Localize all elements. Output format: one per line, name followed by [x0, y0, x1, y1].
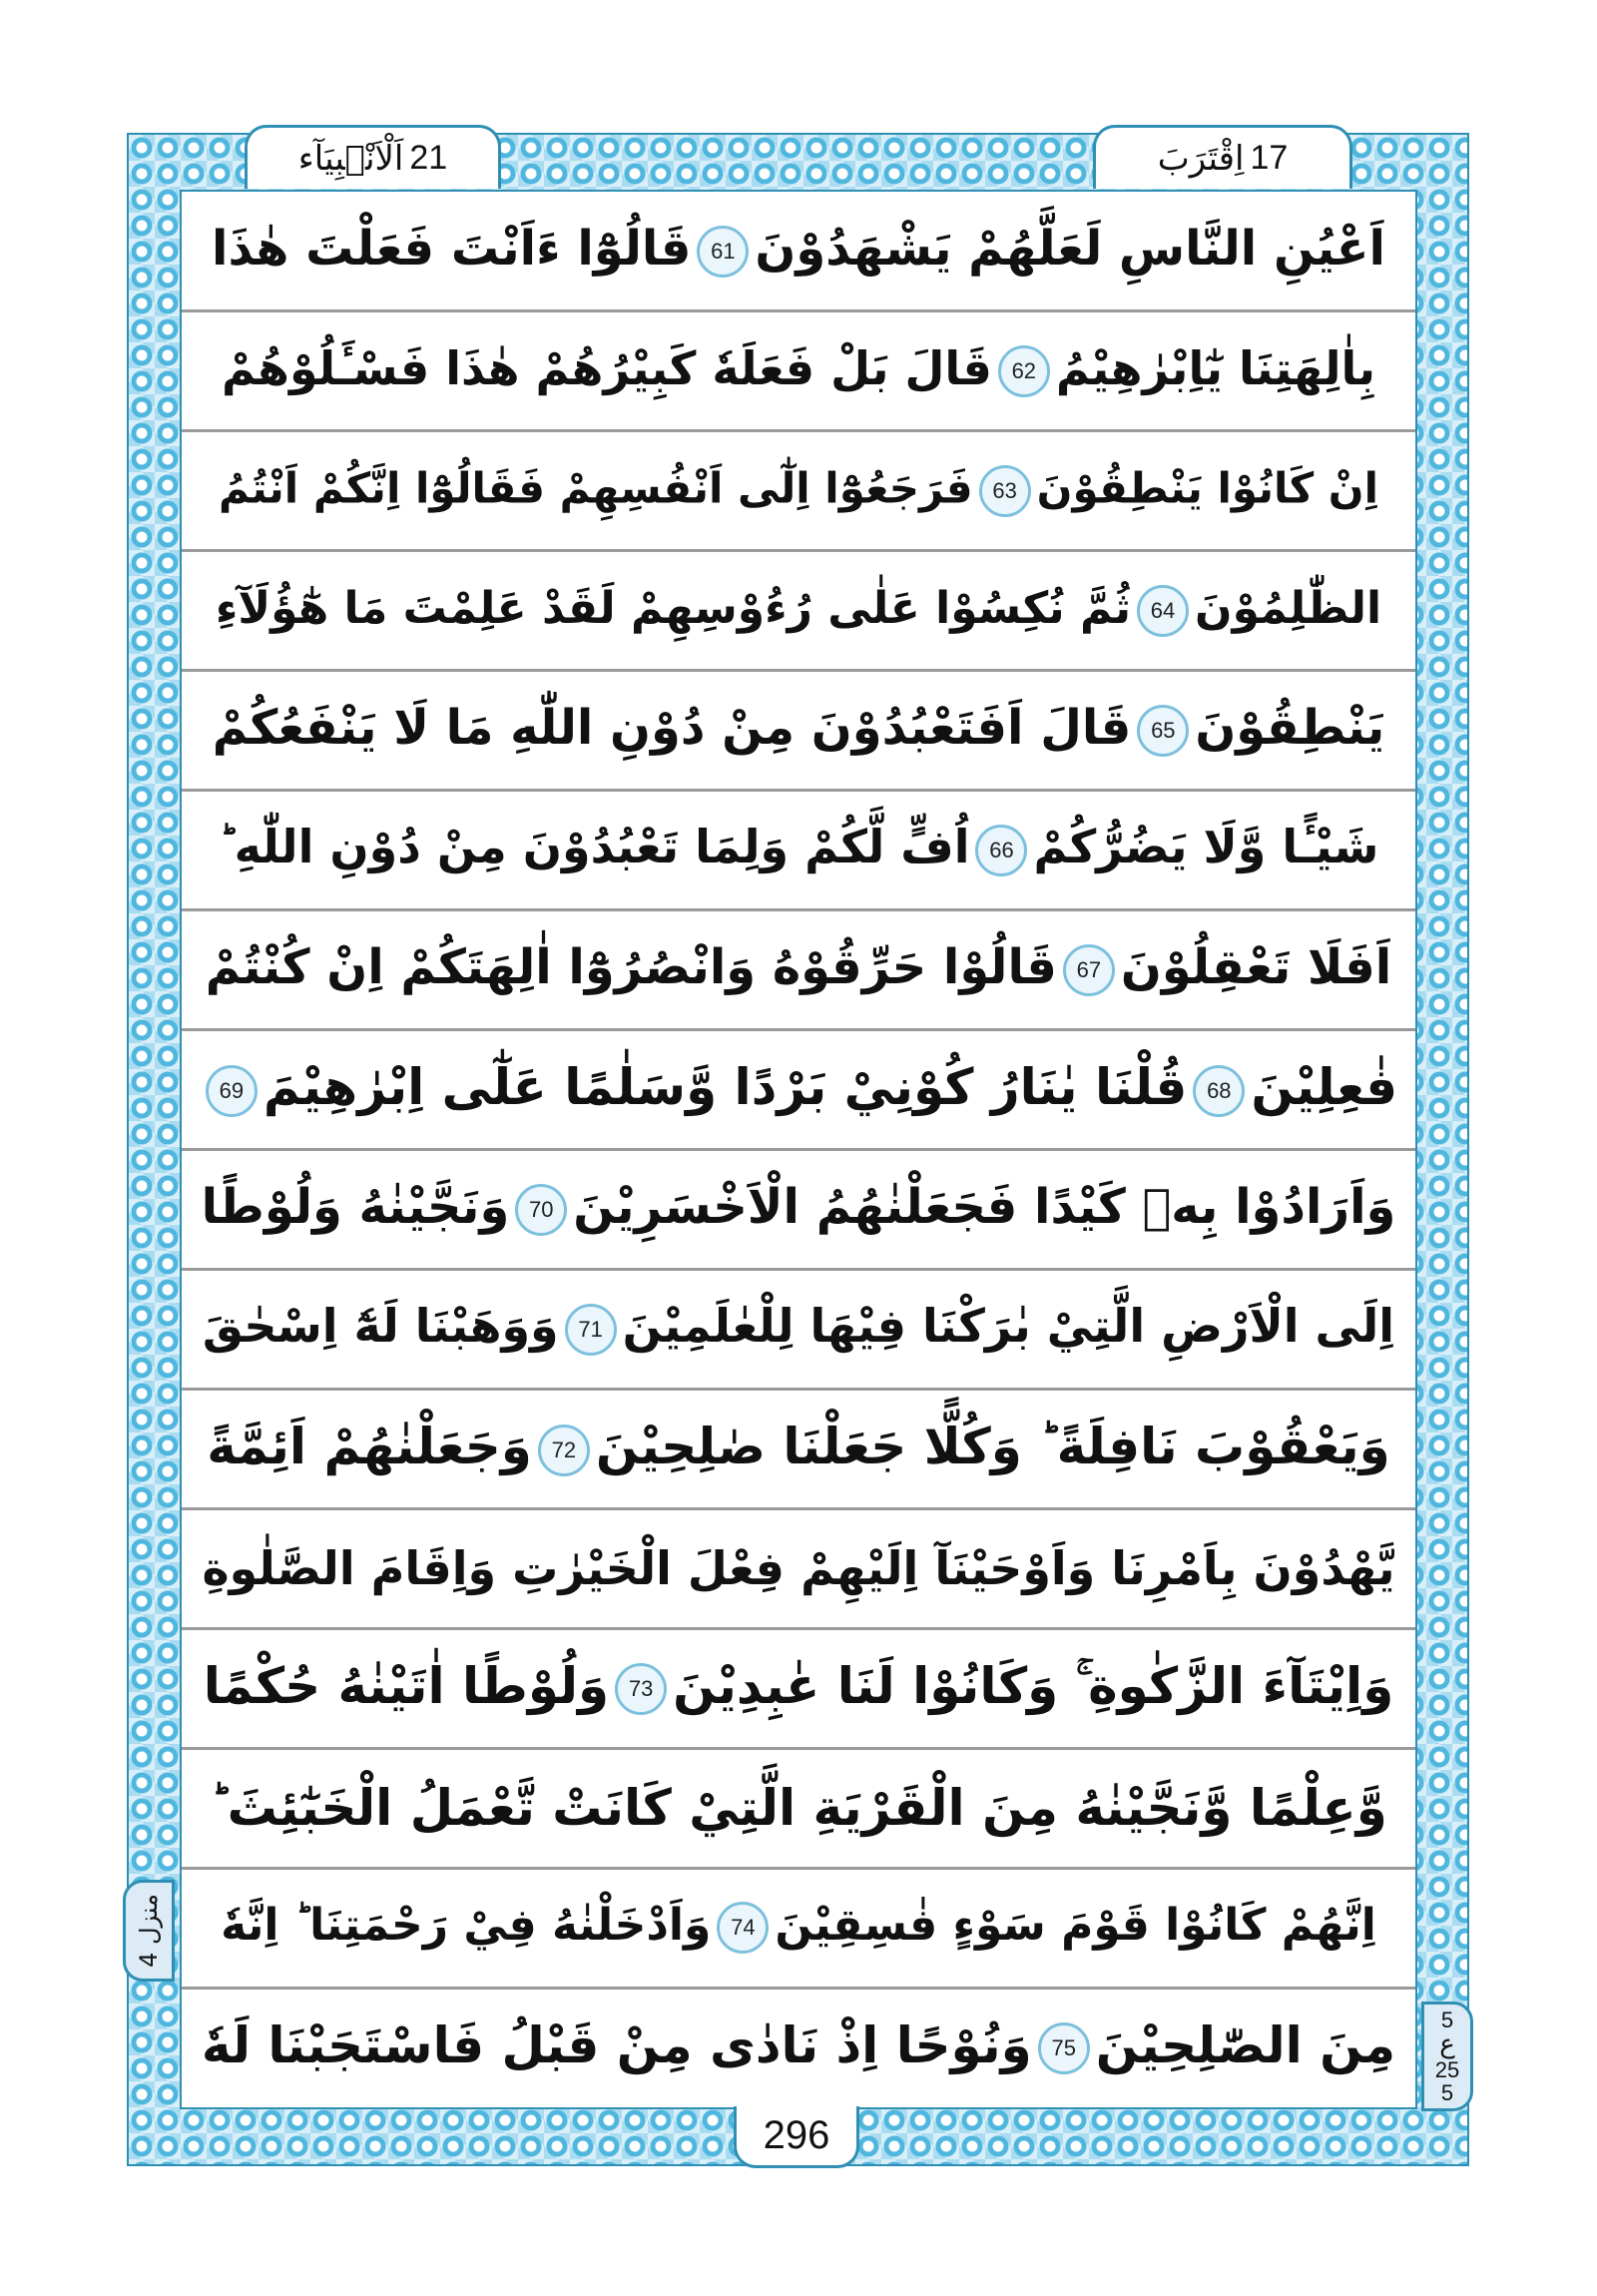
para-name: اِقْتَرَبَ: [1157, 138, 1245, 179]
verse-segment: وَيَعْقُوْبَ نَافِلَةً ؕ وَكُلًّا جَعَلْنَا صٰلِحِيْنَ: [595, 1418, 1390, 1476]
line-separator: [182, 1028, 1415, 1031]
verse-text: [203, 1656, 1394, 1716]
ruku-symbol: ع: [1439, 2028, 1455, 2059]
ayah-number-marker: 71: [565, 1304, 617, 1356]
line-separator: [182, 1507, 1415, 1510]
verse-line: [182, 1150, 1415, 1270]
verse-line: [182, 1030, 1415, 1150]
ruku-top: 5: [1440, 2007, 1454, 2032]
page-number: 296: [763, 2113, 830, 2157]
verse-line: [182, 431, 1415, 551]
ayah-number-marker: 66: [975, 825, 1027, 876]
verse-line: [182, 1988, 1415, 2107]
verse-segment: اِنْ كَانُوْا يَنْطِقُوْنَ: [1036, 463, 1379, 513]
para-header: [1093, 125, 1352, 189]
line-separator: [182, 1867, 1415, 1870]
line-separator: [182, 1747, 1415, 1750]
ruku-marker: [1421, 2002, 1473, 2111]
verse-segment: وَوَهَبْنَا لَهٗٓ اِسْحٰقَ: [202, 1299, 559, 1354]
verse-line: [182, 1868, 1415, 1988]
verse-text: [221, 1902, 1376, 1954]
verse-segment: قَالَ اَفَتَعْبُدُوْنَ مِنْ دُوْنِ اللّٰهِ مَا لَا يَنْفَعُكُمْ: [212, 700, 1132, 757]
ayah-number-marker: 72: [538, 1425, 590, 1476]
page-number-box: [734, 2106, 859, 2168]
verse-segment: يَنْطِقُوْنَ: [1195, 700, 1385, 757]
verse-area: [180, 190, 1417, 2109]
ayah-number-marker: 70: [515, 1184, 567, 1236]
verse-text: [201, 1178, 1396, 1236]
ayah-number-marker: 67: [1063, 944, 1115, 996]
ayah-number-marker: 61: [697, 226, 749, 278]
verse-segment: بِاٰلِهَتِنَا يٰٓاِبْرٰهِيْمُ: [1055, 340, 1376, 395]
verse-text: [201, 2015, 1396, 2075]
ayah-number-marker: 69: [206, 1065, 258, 1117]
verse-line: [182, 1389, 1415, 1508]
verse-segment: اَعْيُنِ النَّاسِ لَعَلَّهُمْ يَشْهَدُوْنَ: [755, 221, 1385, 278]
line-separator: [182, 789, 1415, 792]
line-separator: [182, 1627, 1415, 1630]
line-separator: [182, 1987, 1415, 1990]
verse-segment: وَجَعَلْنٰهُمْ اَئِمَّةً: [207, 1418, 532, 1476]
verse-line: [182, 1628, 1415, 1748]
verse-line: [182, 1269, 1415, 1389]
ayah-number-marker: 63: [979, 465, 1031, 517]
ayah-number-marker: 62: [998, 345, 1050, 397]
line-separator: [182, 429, 1415, 432]
verse-text: [202, 1541, 1395, 1596]
verse-segment: وَاَرَادُوْا بِهٖ كَيْدًا فَجَعَلْنٰهُمُ الْاَخْسَرِيْنَ: [573, 1178, 1396, 1235]
verse-segment: ثُمَّ نُكِسُوْا عَلٰى رُءُوْسِهِمْ لَقَدْ عَلِمْتَ مَا هٰٓؤُلَآءِ: [215, 582, 1132, 634]
verse-text: [200, 1058, 1398, 1117]
verse-segment: اِنَّهُمْ كَانُوْا قَوْمَ سَوْءٍ فٰسِقِيْنَ: [775, 1900, 1376, 1952]
verse-segment: مِنَ الصّٰلِحِيْنَ: [1095, 2015, 1396, 2074]
ruku-bottom: 5: [1440, 2080, 1454, 2106]
ayah-number-marker: 73: [615, 1663, 667, 1715]
line-separator: [182, 549, 1415, 552]
verse-segment: قَالُوْٓا ءَاَنْتَ فَعَلْتَ هٰذَا: [212, 221, 692, 278]
verse-segment: اِلَى الْاَرْضِ الَّتِيْ بٰرَكْنَا فِيْهَا لِلْعٰلَمِيْنَ: [622, 1299, 1395, 1354]
verse-segment: قَالَ بَلْ فَعَلَهٗ كَبِيْرُهُمْ هٰذَا فَسْـَٔلُوْهُمْ: [221, 340, 992, 395]
verse-segment: فٰعِلِيْنَ: [1251, 1058, 1398, 1117]
surah-name: اَلْاَنْۢبِيَآء: [297, 138, 404, 179]
verse-segment: فَرَجَعُوْٓا اِلٰٓى اَنْفُسِهِمْ فَقَالُوْٓا اِنَّكُمْ اَنْتُمُ: [218, 463, 973, 513]
line-separator: [182, 1268, 1415, 1271]
ruku-middle: 25: [1434, 2057, 1460, 2083]
line-separator: [182, 309, 1415, 312]
ayah-number-marker: 65: [1137, 705, 1189, 757]
verse-segment: اَفَلَا تَعْقِلُوْنَ: [1120, 939, 1392, 996]
verse-text: [212, 221, 1385, 278]
verse-text: [218, 820, 1379, 876]
ayah-number-marker: 68: [1193, 1065, 1245, 1117]
verse-text: [215, 582, 1382, 637]
verse-segment: وَاِيْتَآءَ الزَّكٰوةِ ۚ وَكَانُوْا لَنَا عٰبِدِيْنَ: [673, 1656, 1394, 1715]
surah-number: 21: [409, 139, 448, 177]
verse-segment: وَنُوْحًا اِذْ نَادٰى مِنْ قَبْلُ فَاسْتَجَبْنَا لَهٗ: [201, 2015, 1032, 2074]
line-separator: [182, 1388, 1415, 1391]
verse-segment: قَالُوْا حَرِّقُوْهُ وَانْصُرُوْٓا اٰلِهَتَكُمْ اِنْ كُنْتُمْ: [205, 939, 1057, 996]
verse-text: [221, 340, 1376, 398]
verse-text: [207, 1418, 1390, 1476]
verse-segment: وَّعِلْمًا وَّنَجَّيْنٰهُ مِنَ الْقَرْيَةِ الَّتِيْ كَانَتْ تَّعْمَلُ الْخَبٰٓئِثَ ؕ: [210, 1779, 1387, 1838]
verse-segment: وَنَجَّيْنٰهُ وَلُوْطًا: [201, 1178, 510, 1235]
verse-segment: الظّٰلِمُوْنَ: [1195, 582, 1382, 634]
verse-line: [182, 1508, 1415, 1628]
verse-line: [182, 671, 1415, 791]
verse-line: [182, 192, 1415, 311]
verse-line: [182, 910, 1415, 1030]
verse-line: [182, 791, 1415, 910]
verse-text: [202, 1299, 1395, 1356]
para-number: 17: [1250, 139, 1289, 177]
ayah-number-marker: 75: [1038, 2022, 1090, 2074]
line-separator: [182, 669, 1415, 672]
verse-line: [182, 311, 1415, 431]
verse-line: [182, 551, 1415, 671]
verse-segment: وَلُوْطًا اٰتَيْنٰهُ حُكْمًا: [203, 1656, 610, 1715]
verse-segment: اُفٍّ لَّكُمْ وَلِمَا تَعْبُدُوْنَ مِنْ دُوْنِ اللّٰهِ ؕ: [218, 820, 970, 874]
verse-line: [182, 1748, 1415, 1868]
manzil-marker: [123, 1880, 175, 1982]
verse-segment: شَيْـًٔا وَّلَا يَضُرُّكُمْ: [1033, 820, 1379, 874]
ayah-number-marker: 74: [717, 1902, 769, 1954]
manzil-label: منزل 4: [135, 1894, 163, 1968]
line-separator: [182, 1148, 1415, 1151]
surah-header: [245, 125, 501, 189]
line-separator: [182, 908, 1415, 911]
verse-segment: يَّهْدُوْنَ بِاَمْرِنَا وَاَوْحَيْنَآ اِلَيْهِمْ فِعْلَ الْخَيْرٰتِ وَاِقَامَ الصَّلٰوةِ: [202, 1541, 1395, 1596]
verse-text: [210, 1779, 1387, 1838]
verse-segment: قُلْنَا يٰنَارُ كُوْنِيْ بَرْدًا وَّسَلٰمًا عَلٰٓى اِبْرٰهِيْمَ: [263, 1058, 1188, 1117]
ayah-number-marker: 64: [1137, 585, 1189, 637]
verse-segment: وَاَدْخَلْنٰهُ فِيْ رَحْمَتِنَا ؕ اِنَّهٗ: [221, 1900, 712, 1952]
verse-text: [212, 700, 1385, 757]
verse-text: [205, 939, 1392, 996]
verse-text: [219, 465, 1378, 517]
